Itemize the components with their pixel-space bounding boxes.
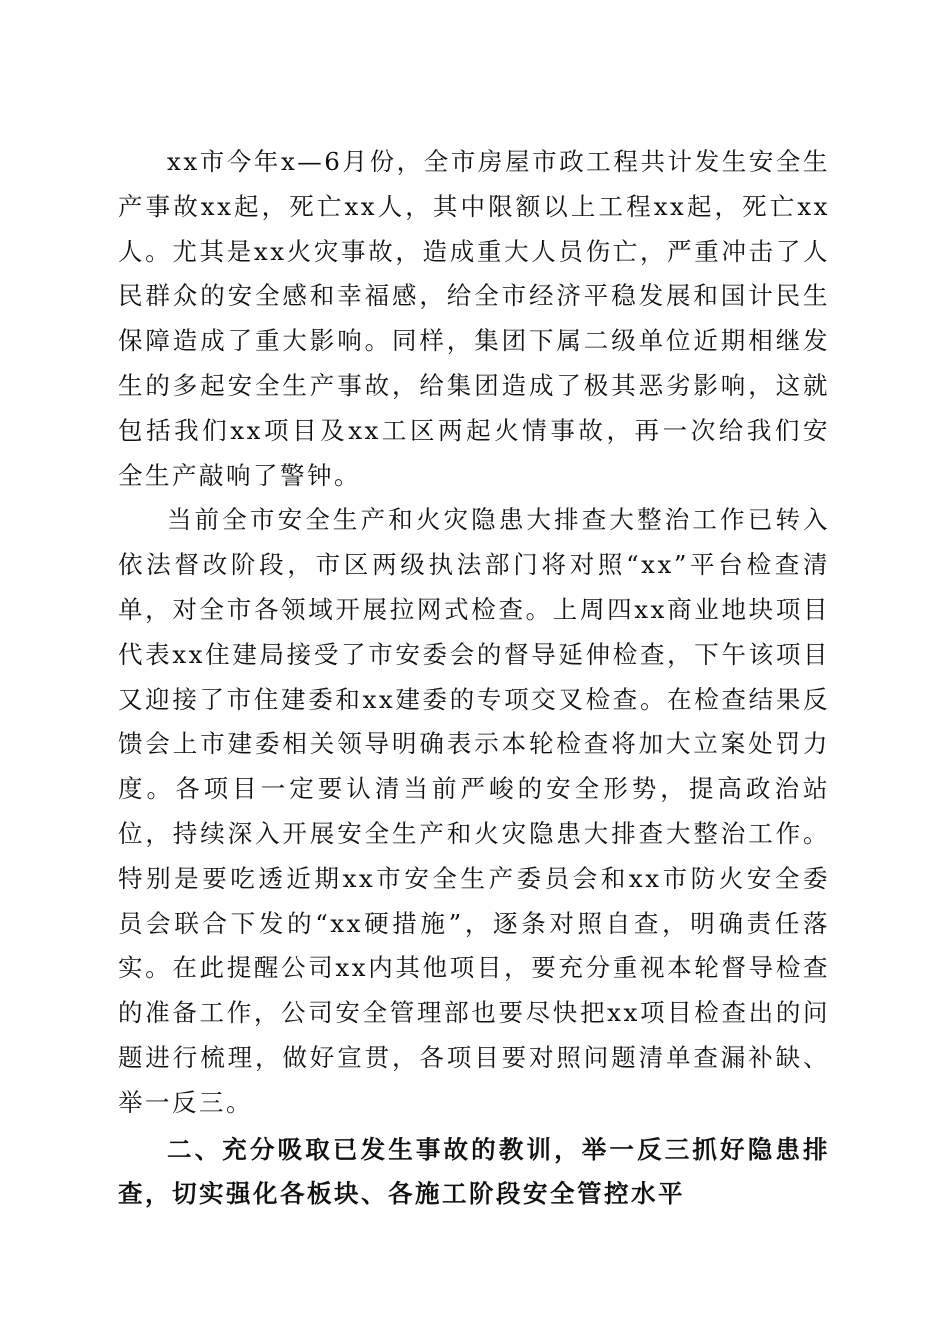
document-body [118, 140, 830, 1217]
paragraph-inspection-rectification: 当前全市安全生产和火灾隐患大排查大整治工作已转入依法督改阶段，市区两级执法部门将对照“xx”平台检查清单，对全市各领域开展拉网式检查。上周四xx商业地块项目代表xx住建局接受了市安委会的督导延伸检查，下午该项目又迎接了市住建委和xx建委的专项交叉检查。在检查结果反馈会上市建委相关领导明确表示本轮检查将加大立案处罚力度。各项目一定要认清当前严峻的安全形势，提高政治站位，持续深入开展安全生产和火灾隐患大排查大整治工作。特别是要吃透近期xx市安全生产委员会和xx市防火安全委员会联合下发的“xx硬措施”，逐条对照自查，明确责任落实。在此提醒公司xx内其他项目，要充分重视本轮督导检查的准备工作，公司安全管理部也要尽快把xx项目检查出的问题进行梳理，做好宣贯，各项目要对照问题清单查漏补缺、举一反三。 [118, 505, 830, 1117]
section-heading: 二、充分吸取已发生事故的教训，举一反三抓好隐患排查，切实强化各板块、各施工阶段安全管控水平 [118, 1134, 830, 1209]
paragraph-accident-statistics: xx市今年x—6月份，全市房屋市政工程共计发生安全生产事故xx起，死亡xx人，其中限额以上工程xx起，死亡xx人。尤其是xx火灾事故，造成重大人员伤亡，严重冲击了人民群众的安全感和幸福感，给全市经济平稳发展和国计民生保障造成了重大影响。同样，集团下属二级单位近期相继发生的多起安全生产事故，给集团造成了极其恶劣影响，这就包括我们xx项目及xx工区两起火情事故，再一次给我们安全生产敲响了警钟。 [118, 147, 830, 490]
